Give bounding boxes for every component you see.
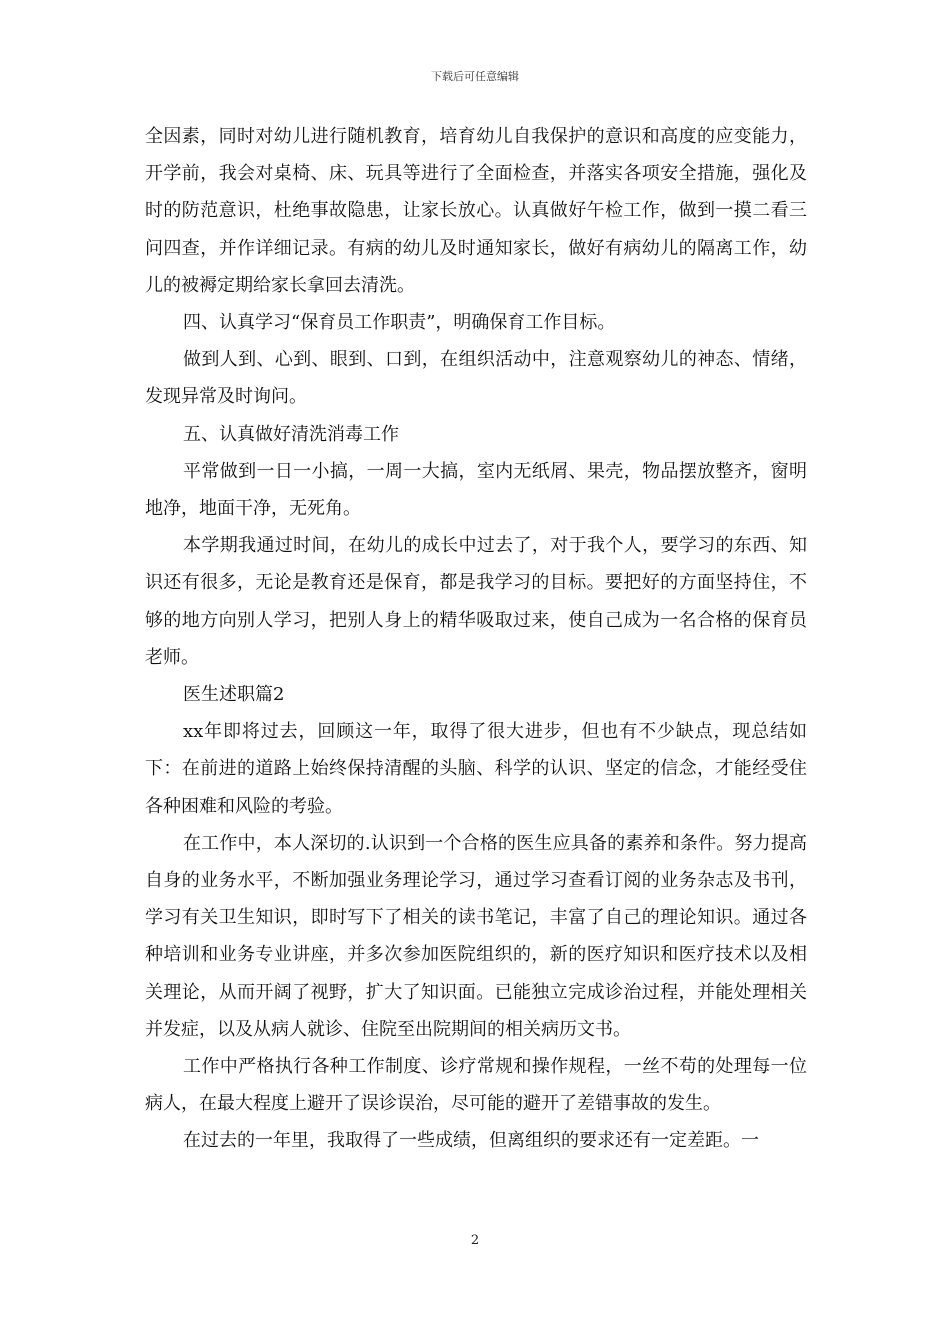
paragraph-11: 在过去的一年里，我取得了一些成绩，但离组织的要求还有一定差距。一 (183, 1130, 759, 1152)
paragraph-10: 工作中严格执行各种工作制度、诊疗常规和操作规程，一丝不苟的处理每一位病人，在最大程度上避开了误诊误治，尽可能的避开了差错事故的发生。 (145, 1056, 807, 1115)
paragraph-1: 全因素，同时对幼儿进行随机教育，培育幼儿自我保护的意识和高度的应变能力，开学前，我会对桌椅、床、玩具等进行了全面检查，并落实各项安全措施，强化及时的防范意识，杜绝事故隐患，让家长放心。认真做好午检工作，做到一摸二看三问四查，并作详细记录。有病的幼儿及时通知家长，做好有病幼儿的隔离工作，幼儿的被褥定期给家长拿回去清洗。 (145, 126, 807, 296)
document-body (145, 118, 807, 1160)
paragraph-5: 平常做到一日一小搞，一周一大搞，室内无纸屑、果壳，物品摆放整齐，窗明地净，地面干净，无死角。 (145, 460, 807, 520)
paragraph-6: 本学期我通过时间，在幼儿的成长中过去了，对于我个人，要学习的东西、知识还有很多，无论是教育还是保育，都是我学习的目标。要把好的方面坚持住，不够的地方向别人学习，把别人身上的精华吸取过来，使自己成为一名合格的保育员老师。 (145, 535, 807, 668)
paragraph-8: xx年即将过去，回顾这一年，取得了很大进步，但也有不少缺点，现总结如下：在前进的道路上始终保持清醒的头脑、科学的认识、坚定的信念，才能经受住各种困难和风险的考验。 (145, 721, 807, 817)
paragraph-2: 四、认真学习“保育员工作职责”，明确保育工作目标。 (183, 312, 616, 334)
page-number: 2 (470, 1233, 480, 1248)
paragraph-9: 在工作中，本人深切的.认识到一个合格的医生应具备的素养和条件。努力提高自身的业务水平，不断加强业务理论学习，通过学习查看订阅的业务杂志及书刊，学习有关卫生知识，即时写下了相关的读书笔记，丰富了自己的理论知识。通过各种培训和业务专业讲座，并多次参加医院组织的，新的医疗知识和医疗技术以及相关理论，从而开阔了视野，扩大了知识面。已能独立完成诊治过程，并能处理相关并发症，以及从病人就诊、住院至出院期间的相关病历文书。 (145, 832, 807, 1040)
paragraph-4: 五、认真做好清洗消毒工作 (183, 423, 399, 445)
page-header: 下载后可任意编辑 (431, 70, 519, 83)
paragraph-3: 做到人到、心到、眼到、口到，在组织活动中，注意观察幼儿的神态、情绪，发现异常及时询问。 (145, 349, 807, 408)
section-heading: 医生述职篇2 (183, 684, 285, 706)
